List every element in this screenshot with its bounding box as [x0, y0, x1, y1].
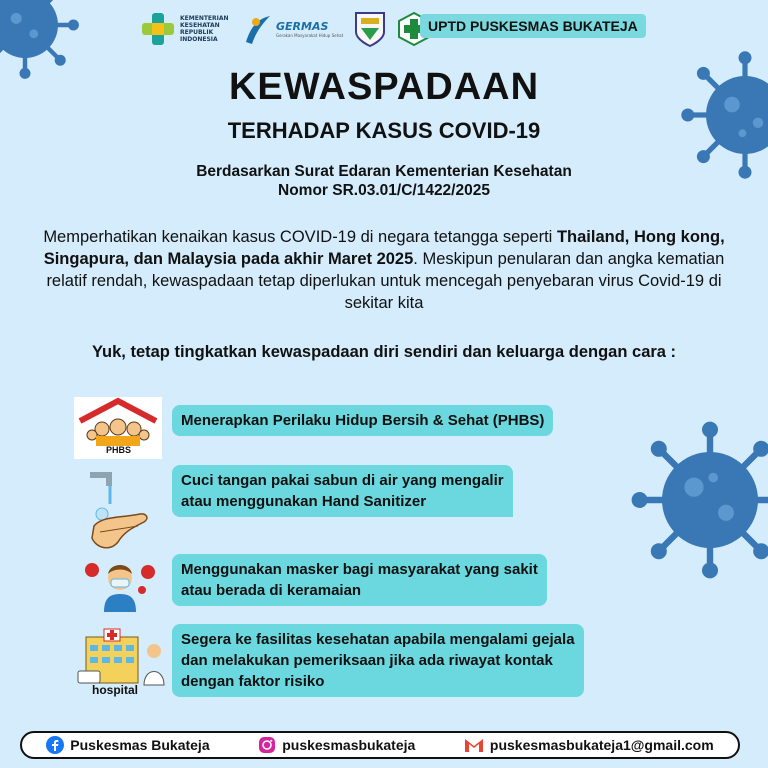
page-subtitle: TERHADAP KASUS COVID-19	[227, 118, 541, 143]
germas-label: GERMAS	[276, 20, 329, 33]
tip-text-line: atau berada di keramaian	[181, 582, 362, 599]
tip-text-line: Cuci tangan pakai sabun di air yang mengalir	[181, 472, 504, 489]
instagram-link[interactable]	[258, 736, 415, 754]
facebook-handle: Puskesmas Bukateja	[70, 737, 210, 753]
tip-text: Menerapkan Perilaku Hidup Bersih & Sehat (PHBS)	[172, 405, 553, 436]
germas-sub: Gerakan Masyarakat Hidup Sehat	[276, 33, 344, 38]
phbs-icon	[74, 397, 162, 459]
intro-paragraph	[30, 226, 738, 314]
kemenkes-line: REPUBLIK	[180, 29, 214, 36]
phbs-label: PHBS	[106, 445, 132, 455]
tip-text-line: atau menggunakan Hand Sanitizer	[181, 493, 427, 510]
hospital-icon	[76, 627, 170, 699]
gmail-icon	[464, 737, 484, 753]
circular-reference-line1: Berdasarkan Surat Edaran Kementerian Kesehatan	[196, 163, 572, 180]
list-item	[172, 405, 553, 436]
kemenkes-logo	[140, 11, 232, 47]
handwashing-icon	[80, 466, 156, 556]
facebook-icon	[46, 736, 64, 754]
list-item	[172, 465, 513, 517]
tip-text	[172, 465, 513, 517]
circular-reference	[0, 162, 768, 200]
list-item	[172, 554, 547, 606]
germas-logo	[242, 12, 343, 46]
instagram-handle: puskesmasbukateja	[282, 737, 416, 753]
tip-text-line: Segera ke fasilitas kesehatan apabila mengalami gejala	[181, 631, 575, 648]
contact-footer	[20, 731, 740, 759]
tip-text-line: dengan faktor risiko	[181, 673, 325, 690]
paragraph-text: . Meskipun penularan dan angka kematian relatif rendah, kewaspadaan tetap diperlukan untuk mencegah penyebaran virus Covid-19 di sekitar kita	[46, 250, 725, 312]
uptd-badge: UPTD PUSKESMAS BUKATEJA	[420, 14, 646, 38]
facebook-link[interactable]	[46, 736, 209, 754]
regency-crest-icon	[353, 10, 387, 48]
tip-text-line: dan melakukan pemeriksaan jika ada riwayat kontak	[181, 652, 553, 669]
email-address: puskesmasbukateja1@gmail.com	[489, 737, 714, 753]
kemenkes-icon	[140, 11, 176, 47]
germas-icon	[242, 12, 272, 46]
page-title: KEWASPADAAN	[228, 66, 540, 108]
email-link[interactable]	[464, 737, 714, 753]
instagram-icon	[258, 736, 276, 754]
kemenkes-line: KESEHATAN	[180, 22, 220, 29]
tip-text-line: Menggunakan masker bagi masyarakat yang sakit	[181, 561, 538, 578]
paragraph-text: Memperhatikan kenaikan kasus COVID-19 di negara tetangga seperti	[43, 228, 557, 246]
hospital-label: hospital	[92, 683, 139, 697]
mask-person-icon	[80, 556, 160, 612]
list-item	[172, 624, 584, 697]
tip-text	[172, 554, 547, 606]
virus-icon	[630, 420, 768, 580]
call-to-action: Yuk, tetap tingkatkan kewaspadaan diri sendiri dan keluarga dengan cara :	[91, 343, 677, 361]
paragraph-countries: Thailand, Hong kong, Singapura, dan Malaysia pada akhir Maret 2025	[43, 228, 725, 268]
tip-text	[172, 624, 584, 697]
circular-reference-line2: Nomor SR.03.01/C/1422/2025	[278, 182, 490, 199]
kemenkes-line: KEMENTERIAN	[180, 15, 229, 22]
kemenkes-line: INDONESIA	[180, 36, 218, 43]
header-logos	[140, 10, 431, 48]
